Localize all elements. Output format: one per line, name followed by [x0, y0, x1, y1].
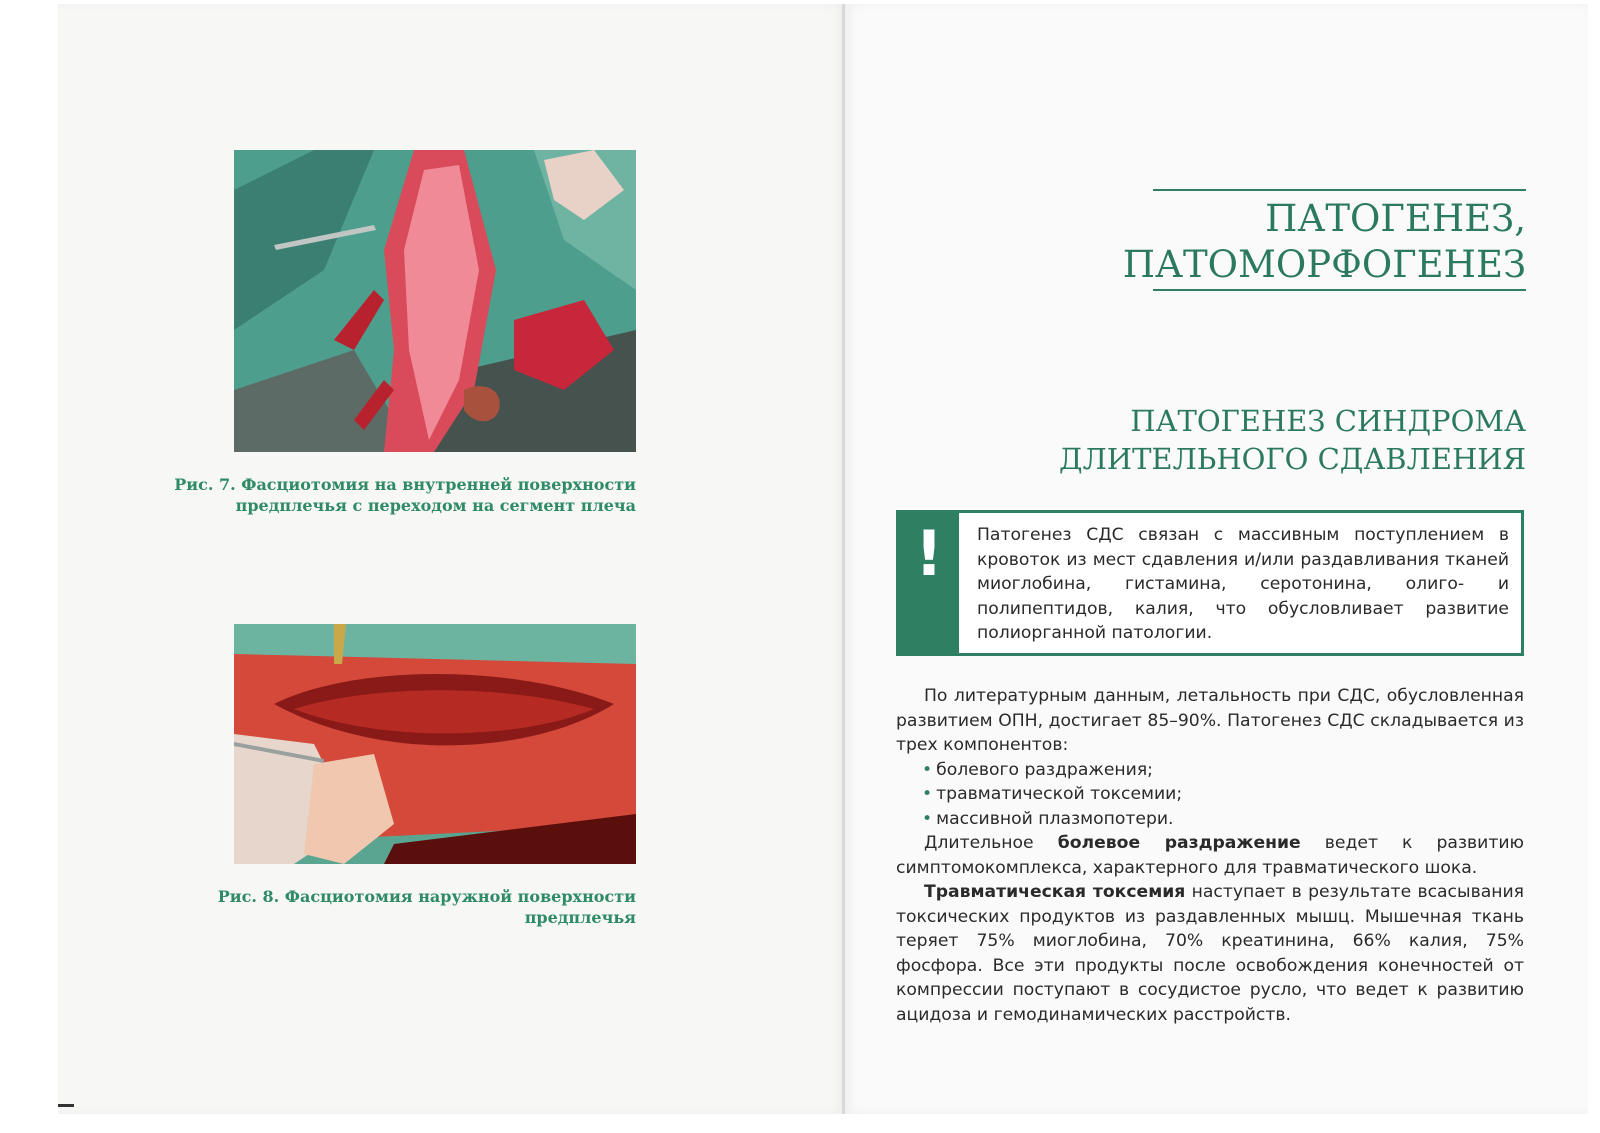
term-traumatic-toxemia: Травматическая токсемия — [924, 882, 1186, 902]
list-item: • массивной плазмопотери. — [922, 807, 1524, 832]
figure-8-caption-line1: Рис. 8. Фасциотомия наружной поверхности — [217, 887, 636, 906]
figure-7-caption-line1: Рис. 7. Фасциотомия на внутренней поверхности — [174, 475, 636, 494]
body-text — [896, 684, 1524, 1027]
list-item: • болевого раздражения; — [922, 758, 1524, 783]
section-title-line2: ДЛИТЕЛЬНОГО СДАВЛЕНИЯ — [1059, 442, 1526, 476]
figure-7-caption — [160, 474, 636, 516]
book-gutter — [842, 4, 845, 1114]
corner-mark — [58, 1104, 74, 1107]
figure-8-caption — [160, 886, 636, 928]
callout-text: Патогенез СДС связан с массивным поступлением в кровоток из мест сдавления и/или раздавливания тканей миоглобина, гистамина, серотонина, олиго- и полипептидов, калия, что обусловливает развитие полиорганной патологии. — [977, 525, 1509, 643]
section-title — [980, 402, 1526, 478]
components-list — [896, 758, 1524, 832]
paragraph-toxemia-after: наступает в результате всасывания токсических продуктов из раздавленных мышц. Мышечная ткань теряет 75% миоглобина, 70% креатинина, 66% калия, 75% фосфора. Все эти продукты после освобождения конечностей от компрессии поступают в сосудистое русло, что ведет к развитию ацидоза и гемодинамических расстройств. — [896, 882, 1524, 1025]
paragraph-mortality: По литературным данным, летальность при СДС, обусловленная развитием ОПН, достигает 85–90%. Патогенез СДС складывается из трех компонентов: — [896, 686, 1524, 755]
figure-7-photo — [234, 150, 636, 452]
paragraph-toxemia — [896, 880, 1524, 1027]
paragraph-pain — [896, 831, 1524, 880]
surgery-photo-forearm-inner — [234, 150, 636, 452]
paragraph-pain-after: ведет к развитию симптомокомплекса, характерного для травматического шока. — [896, 833, 1525, 878]
section-title-line1: ПАТОГЕНЕЗ СИНДРОМА — [1130, 404, 1526, 438]
chapter-rule-bottom — [1153, 289, 1526, 291]
exclamation-icon: ! — [914, 517, 944, 590]
chapter-title-line1: ПАТОГЕНЕЗ, — [1265, 197, 1526, 240]
chapter-title — [1000, 196, 1526, 288]
surgery-photo-forearm-outer — [234, 624, 636, 864]
chapter-rule-top — [1153, 189, 1526, 191]
figure-8-caption-line2: предплечья — [524, 908, 636, 927]
figure-7-caption-line2: предплечья с переходом на сегмент плеча — [235, 496, 636, 515]
paragraph-pain-before: Длительное — [924, 833, 1034, 853]
list-item: • травматической токсемии; — [922, 782, 1524, 807]
chapter-title-line2: ПАТОМОРФОГЕНЕЗ — [1122, 243, 1526, 286]
term-pain-irritation: болевое раздражение — [1057, 833, 1301, 853]
key-point-callout — [896, 510, 1524, 656]
figure-8-photo — [234, 624, 636, 864]
